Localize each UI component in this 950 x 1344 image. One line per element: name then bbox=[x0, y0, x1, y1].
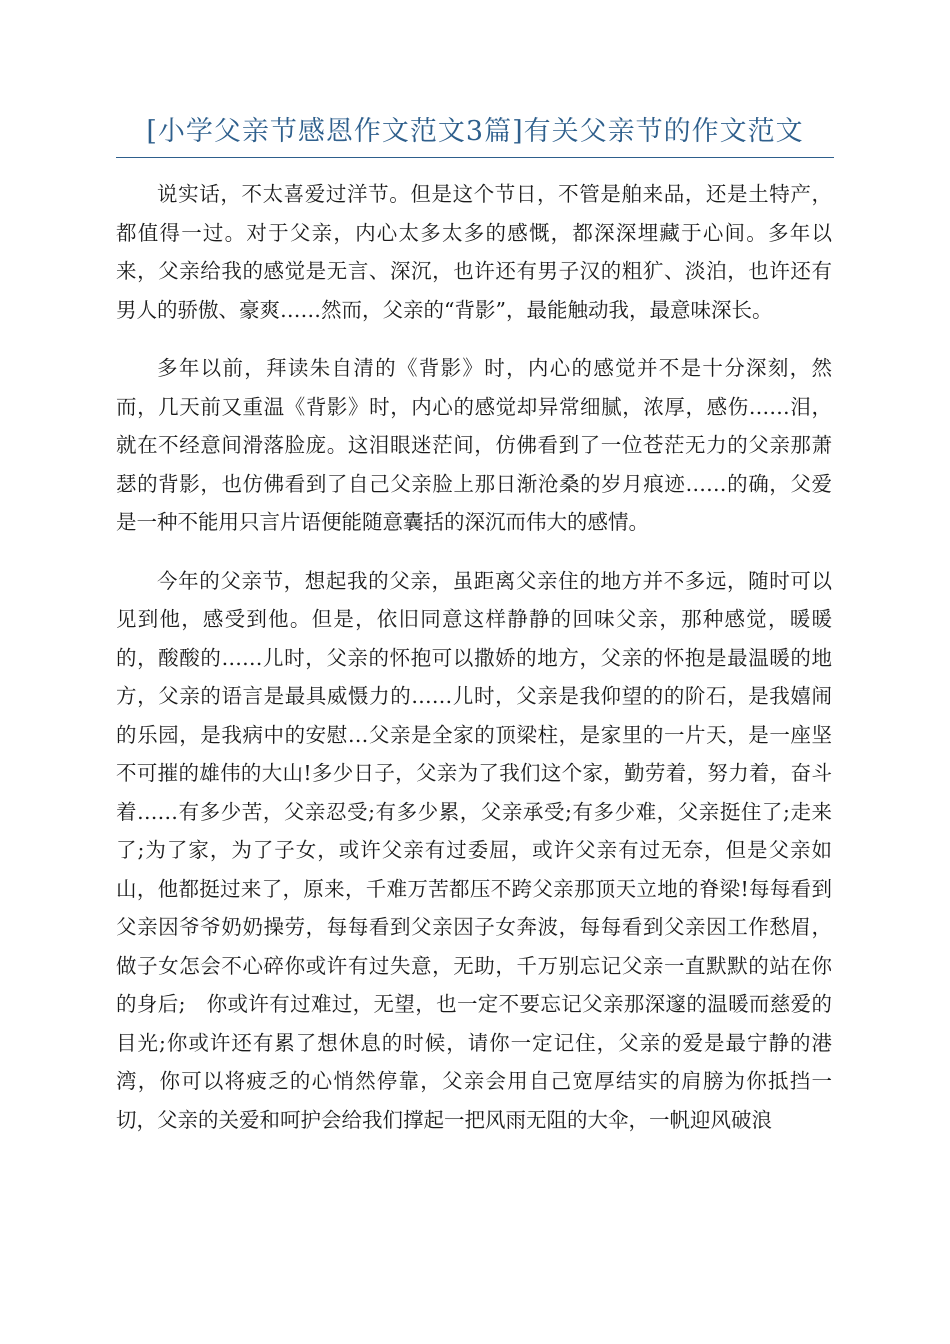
paragraph-2: 多年以前，拜读朱自清的《背影》时，内心的感觉并不是十分深刻，然而，几天前又重温《背影》时，内心的感觉却异常细腻，浓厚，感伤……泪，就在不经意间滑落脸庞。这泪眼迷茫间，仿佛看到了一位苍茫无力的父亲那萧瑟的背影，也仿佛看到了自己父亲脸上那日渐沧桑的岁月痕迹……的确，父爱是一种不能用只言片语便能随意囊括的深沉而伟大的感情。 bbox=[116, 356, 832, 534]
document-body bbox=[116, 175, 832, 1159]
document-title: [小学父亲节感恩作文范文3篇]有关父亲节的作文范文 bbox=[146, 116, 804, 147]
paragraph-1: 说实话，不太喜爱过洋节。但是这个节日，不管是舶来品，还是土特产，都值得一过。对于父亲，内心太多太多的感慨，都深深埋藏于心间。多年以来，父亲给我的感觉是无言、深沉，也许还有男子汉的粗犷、淡泊，也许还有男人的骄傲、豪爽……然而，父亲的“背影”，最能触动我，最意味深长。 bbox=[116, 182, 832, 322]
title-block bbox=[116, 112, 834, 158]
paragraph-3: 今年的父亲节，想起我的父亲，虽距离父亲住的地方并不多远，随时可以见到他，感受到他。但是，依旧同意这样静静的回味父亲，那种感觉，暖暖的，酸酸的……儿时，父亲的怀抱可以撒娇的地方，父亲的怀抱是最温暖的地方，父亲的语言是最具威慑力的……儿时，父亲是我仰望的的阶石，是我嬉闹的乐园，是我病中的安慰…父亲是全家的顶梁柱，是家里的一片天，是一座坚不可摧的雄伟的大山!多少日子，父亲为了我们这个家，勤劳着，努力着，奋斗着……有多少苦，父亲忍受;有多少累，父亲承受;有多少难，父亲挺住了;走来了;为了家，为了子女，或许父亲有过委屈，或许父亲有过无奈，但是父亲如山，他都挺过来了，原来，千难万苦都压不跨父亲那顶天立地的脊梁!每每看到父亲因爷爷奶奶操劳，每每看到父亲因子女奔波，每每看到父亲因工作愁眉，做子女怎会不心碎你或许有过失意，无助，千万别忘记父亲一直默默的站在你的身后; 你或许有过难过，无望，也一定不要忘记父亲那深邃的温暖而慈爱的目光;你或许还有累了想休息的时候，请你一定记住，父亲的爱是最宁静的港湾，你可以将疲乏的心悄然停靠，父亲会用自己宽厚结实的肩膀为你抵挡一切，父亲的关爱和呵护会给我们撑起一把风雨无阻的大伞，一帆迎风破浪 bbox=[116, 568, 832, 1132]
